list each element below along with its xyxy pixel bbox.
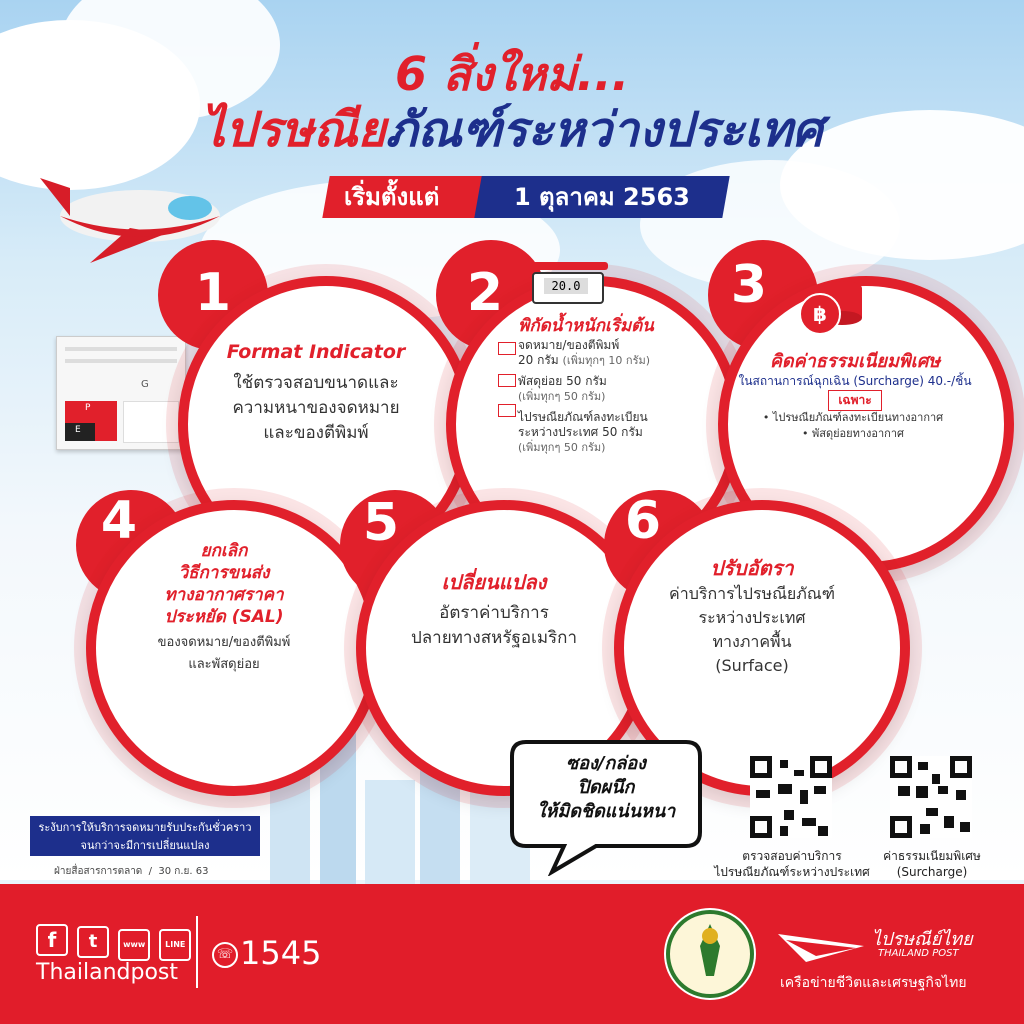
qr-code-surcharge[interactable] <box>890 756 972 838</box>
notice-line-1: ระงับการให้บริการจดหมายรับประกันชั่วคราว <box>38 821 252 834</box>
item-6-desc-4: (Surface) <box>715 656 789 675</box>
format-e-label: E <box>75 425 81 435</box>
item-1-desc-1: ใช้ตรวจสอบขนาดและ <box>233 373 399 393</box>
weight-row-2-note: (เพิ่มทุกๆ 50 กรัม) <box>518 390 606 403</box>
headline-line1: 6 สิ่งใหม่... <box>394 47 630 101</box>
item-number-5: 5 <box>362 493 400 553</box>
item-3-bullet-2: • พัสดุย่อยทางอากาศ <box>802 427 904 440</box>
item-3-bullet-1: • ไปรษณียภัณฑ์ลงทะเบียนทางอากาศ <box>762 411 944 424</box>
item-number-6: 6 <box>624 491 662 551</box>
start-label-badge <box>322 176 487 218</box>
item-6-title: ปรับอัตรา <box>710 556 794 580</box>
item-1-content <box>198 340 434 446</box>
qr-label-surcharge <box>860 848 1004 880</box>
weight-row-2 <box>518 374 686 404</box>
headline-blue-part: ภัณฑ์ระหว่างประเทศ <box>385 102 823 158</box>
item-number-3: 3 <box>730 255 768 315</box>
item-1-desc-2: ความหนาของจดหมาย <box>232 398 400 418</box>
start-date-badge <box>474 176 729 218</box>
qr-label-rates-1: ตรวจสอบค่าบริการ <box>742 849 842 863</box>
weight-row-2-main: พัสดุย่อย 50 กรัม <box>518 374 607 388</box>
weight-row-3-note: (เพิ่มทุกๆ 50 กรัม) <box>518 441 606 454</box>
weight-row-1-note: (เพิ่มทุกๆ 10 กรัม) <box>562 354 651 367</box>
item-1-desc-3: และของตีพิมพ์ <box>263 423 369 443</box>
item-5-title: เปลี่ยนแปลง <box>441 570 547 594</box>
weight-row-3-main: ไปรษณียภัณฑ์ลงทะเบียน <box>518 410 648 424</box>
weight-row-3 <box>518 410 686 455</box>
speech-line-2: ปิดผนึก <box>577 777 635 798</box>
weight-row-1-weight: 20 กรัม <box>518 353 559 367</box>
website-icon[interactable]: www <box>118 929 150 961</box>
footer-phone[interactable]: 1545 <box>240 934 322 972</box>
format-p-label: P <box>85 403 91 413</box>
logo-english-text: THAILAND POST <box>878 948 959 959</box>
item-1-title: Format Indicator <box>226 341 406 363</box>
footer-brand: Thailandpost <box>36 960 178 985</box>
item-4-title-4: ประหยัด (SAL) <box>164 607 284 627</box>
format-indicator-card <box>56 336 186 450</box>
item-5-desc-1: อัตราค่าบริการ <box>439 603 549 623</box>
item-number-4: 4 <box>100 491 138 551</box>
item-6-desc-2: ระหว่างประเทศ <box>698 608 806 627</box>
notice-box <box>30 816 260 856</box>
start-label: เริ่มตั้งแต่ <box>344 183 440 211</box>
weight-row-1 <box>518 338 686 368</box>
qr-label-surcharge-2: (Surcharge) <box>896 865 968 879</box>
item-2-title: พิกัดน้ำหนักเริ่มต้น <box>518 316 654 336</box>
thailand-post-wing-logo <box>776 928 866 968</box>
scale-readout: 20.0 <box>544 278 588 294</box>
item-4-title-3: ทางอากาศราคา <box>164 585 284 605</box>
format-g-label: G <box>141 379 149 390</box>
item-2-rows <box>496 338 686 455</box>
speech-line-3: ให้มิดชิดแน่นหนา <box>536 801 676 822</box>
line-icon[interactable]: LINE <box>159 929 191 961</box>
speech-line-1: ซอง/กล่อง <box>566 753 646 774</box>
speech-text <box>512 752 700 824</box>
qr-label-rates-2: ไปรษณียภัณฑ์ระหว่างประเทศ <box>714 865 870 879</box>
item-4-title-1: ยกเลิก <box>200 541 248 561</box>
item-6-desc-1: ค่าบริการไปรษณียภัณฑ์ <box>669 584 835 603</box>
headline-red-part: ไปรษณีย <box>201 102 386 158</box>
qr-code-rates[interactable] <box>750 756 832 838</box>
item-6-content <box>634 556 870 678</box>
item-4-desc-2: และพัสดุย่อย <box>188 657 260 672</box>
item-3-sub: ในสถานการณ์ฉุกเฉิน (Surcharge) 40.-/ชิ้น <box>738 374 972 388</box>
facebook-icon[interactable]: f <box>36 924 68 956</box>
twitter-icon[interactable]: t <box>77 926 109 958</box>
item-5-content <box>376 570 612 651</box>
parcel-icon <box>498 374 516 387</box>
item-3-only-badge: เฉพาะ <box>828 390 882 411</box>
footer-tagline: เครือข่ายชีวิตและเศรษฐกิจไทย <box>780 975 967 991</box>
item-number-1: 1 <box>194 263 232 323</box>
social-icons <box>36 924 191 954</box>
logo-thai-text: ไปรษณีย์ไทย <box>872 929 973 950</box>
footer-divider <box>196 916 198 988</box>
envelope-icon <box>498 342 516 355</box>
coins-icon <box>796 274 866 338</box>
svg-text:฿: ฿ <box>813 302 827 326</box>
source-credit: ฝ่ายสื่อสารการตลาด / 30 ก.ย. 63 <box>54 866 209 877</box>
item-6-desc-3: ทางภาคพื้น <box>712 632 792 651</box>
notice-line-2: จนกว่าจะมีการเปลี่ยนแปลง <box>80 839 210 852</box>
weight-row-1-main: จดหมาย/ของตีพิมพ์ <box>518 338 620 352</box>
ministry-seal <box>662 906 758 1002</box>
weight-row-3-weight: ระหว่างประเทศ 50 กรัม <box>518 425 643 439</box>
item-4-desc-1: ของจดหมาย/ของตีพิมพ์ <box>157 635 291 650</box>
scale-icon <box>524 262 608 302</box>
qr-label-surcharge-1: ค่าธรรมเนียมพิเศษ <box>883 849 981 863</box>
item-4-content <box>106 540 342 676</box>
headline-line2 <box>0 92 1024 168</box>
item-5-desc-2: ปลายทางสหรัฐอเมริกา <box>410 628 578 648</box>
item-number-2: 2 <box>466 263 504 323</box>
phone-icon: ☏ <box>212 942 238 968</box>
item-3-title: คิดค่าธรรมเนียมพิเศษ <box>769 351 941 372</box>
item-4-title-2: วิธีการขนส่ง <box>178 563 270 583</box>
registered-mail-icon <box>498 404 516 417</box>
qr-label-rates <box>700 848 884 880</box>
start-date: 1 ตุลาคม 2563 <box>514 183 690 211</box>
